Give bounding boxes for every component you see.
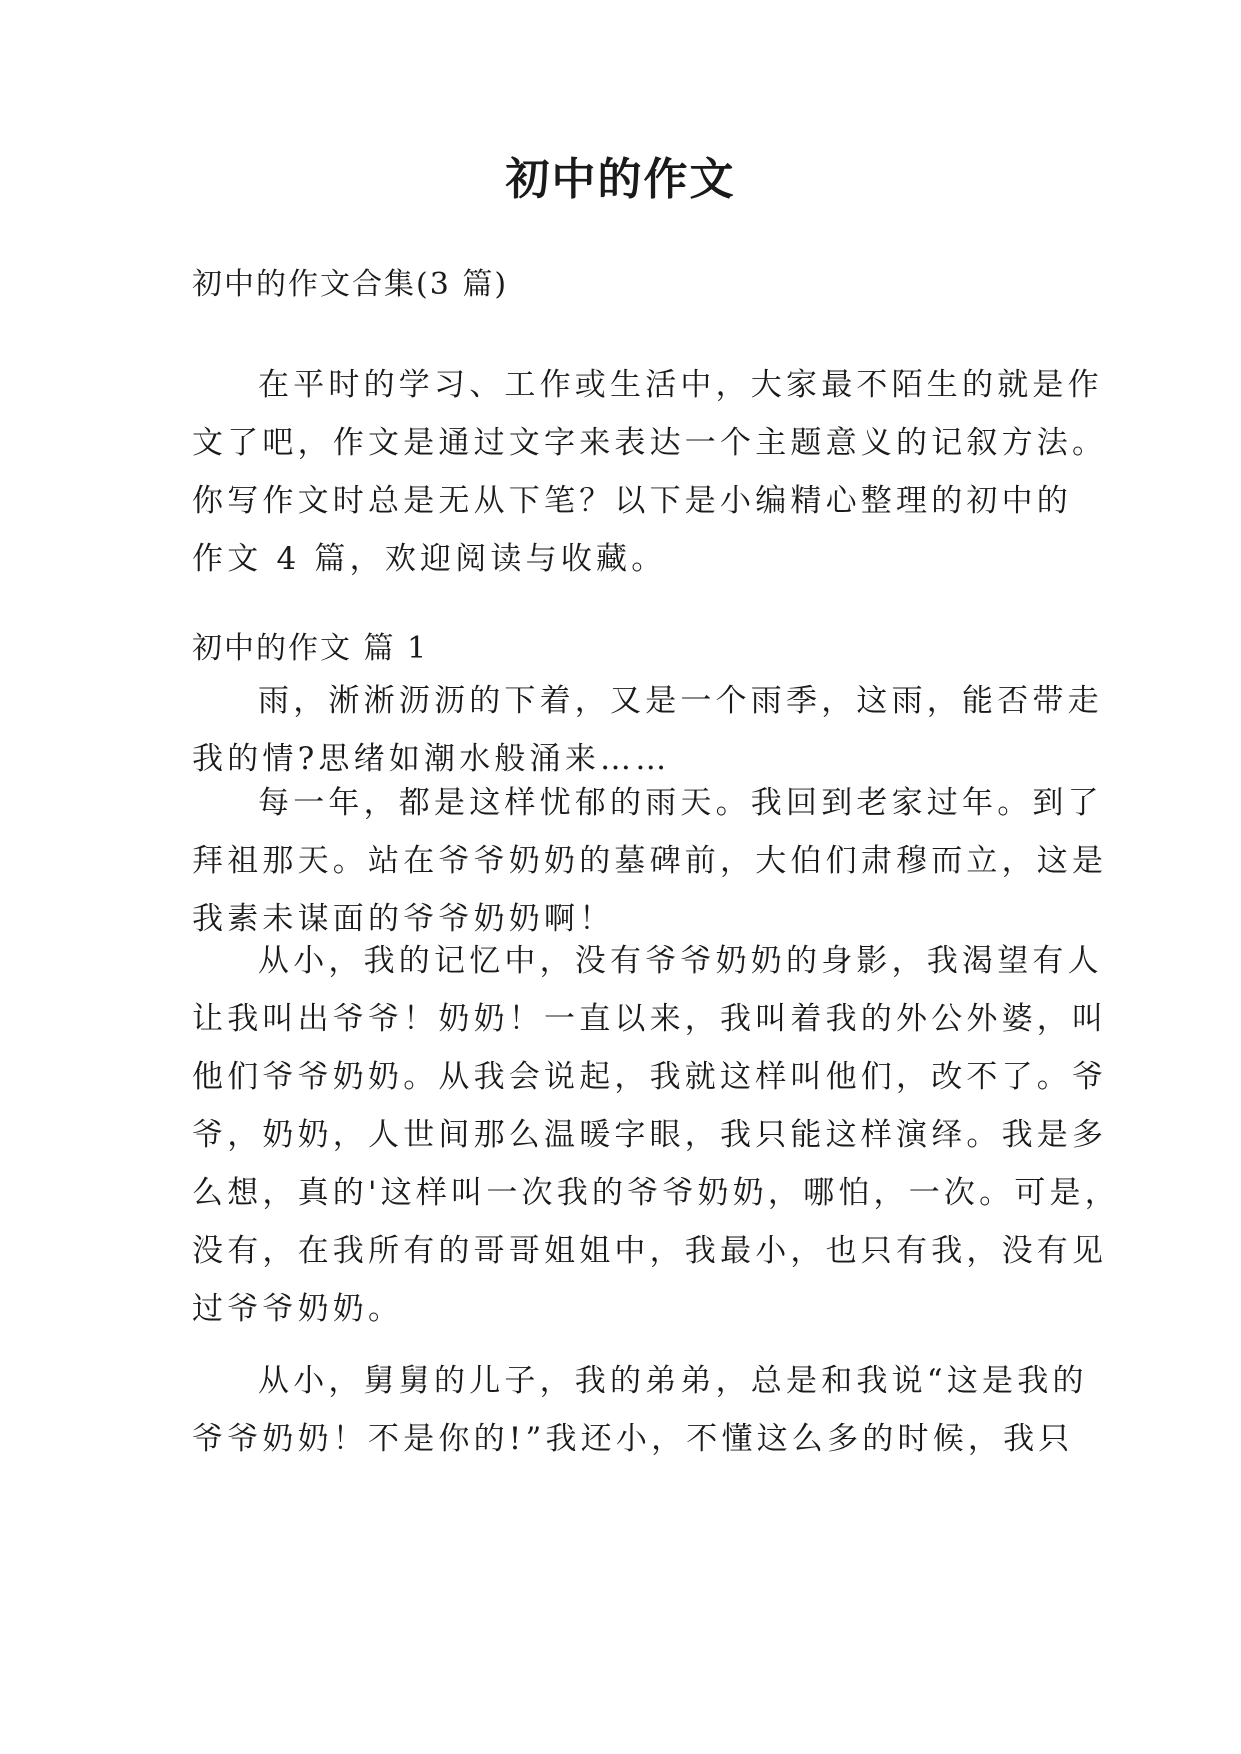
text-line: 你写作文时总是无从下笔？以下是小编精心整理的初中的 <box>192 483 1072 519</box>
text-line: 我的情?思绪如潮水般涌来…… <box>192 741 671 777</box>
text-line: 文了吧，作文是通过文字来表达一个主题意义的记叙方法。 <box>192 425 1108 461</box>
text-line: 从小，舅舅的儿子，我的弟弟，总是和我说“这是我的 <box>258 1363 1088 1399</box>
text-line: 每一年，都是这样忧郁的雨天。我回到老家过年。到了 <box>258 785 1103 821</box>
text-line: 从小，我的记忆中，没有爷爷奶奶的身影，我渴望有人 <box>258 943 1103 979</box>
text-line: 么想，真的'这样叫一次我的爷爷奶奶，哪怕，一次。可是， <box>192 1175 1120 1211</box>
text-line: 拜祖那天。站在爷爷奶奶的墓碑前，大伯们肃穆而立，这是 <box>192 843 1108 879</box>
text-line: 过爷爷奶奶。 <box>192 1291 404 1327</box>
text-line: 在平时的学习、工作或生活中，大家最不陌生的就是作 <box>258 367 1103 403</box>
section-heading: 初中的作文 篇 1 <box>192 631 429 666</box>
body-paragraph <box>192 774 1108 948</box>
text-line: 没有，在我所有的哥哥姐姐中，我最小，也只有我，没有见 <box>192 1233 1108 1269</box>
text-line: 让我叫出爷爷！奶奶！一直以来，我叫着我的外公外婆，叫 <box>192 1001 1108 1037</box>
intro-paragraph <box>192 356 1108 588</box>
text-line: 我素未谋面的爷爷奶奶啊！ <box>192 901 615 937</box>
body-paragraph <box>192 672 1103 788</box>
body-paragraph <box>192 932 1120 1338</box>
text-line: 作文 4 篇，欢迎阅读与收藏。 <box>192 541 667 577</box>
text-line: 爷爷奶奶！不是你的!”我还小，不懂这么多的时候，我只 <box>192 1421 1074 1457</box>
document-title: 初中的作文 <box>505 154 736 205</box>
body-paragraph <box>192 1352 1088 1468</box>
text-line: 雨，淅淅沥沥的下着，又是一个雨季，这雨，能否带走 <box>258 683 1103 719</box>
text-line: 爷，奶奶，人世间那么温暖字眼，我只能这样演绎。我是多 <box>192 1117 1108 1153</box>
text-line: 他们爷爷奶奶。从我会说起，我就这样叫他们，改不了。爷 <box>192 1059 1108 1095</box>
document-subtitle: 初中的作文合集(3 篇) <box>192 267 509 302</box>
